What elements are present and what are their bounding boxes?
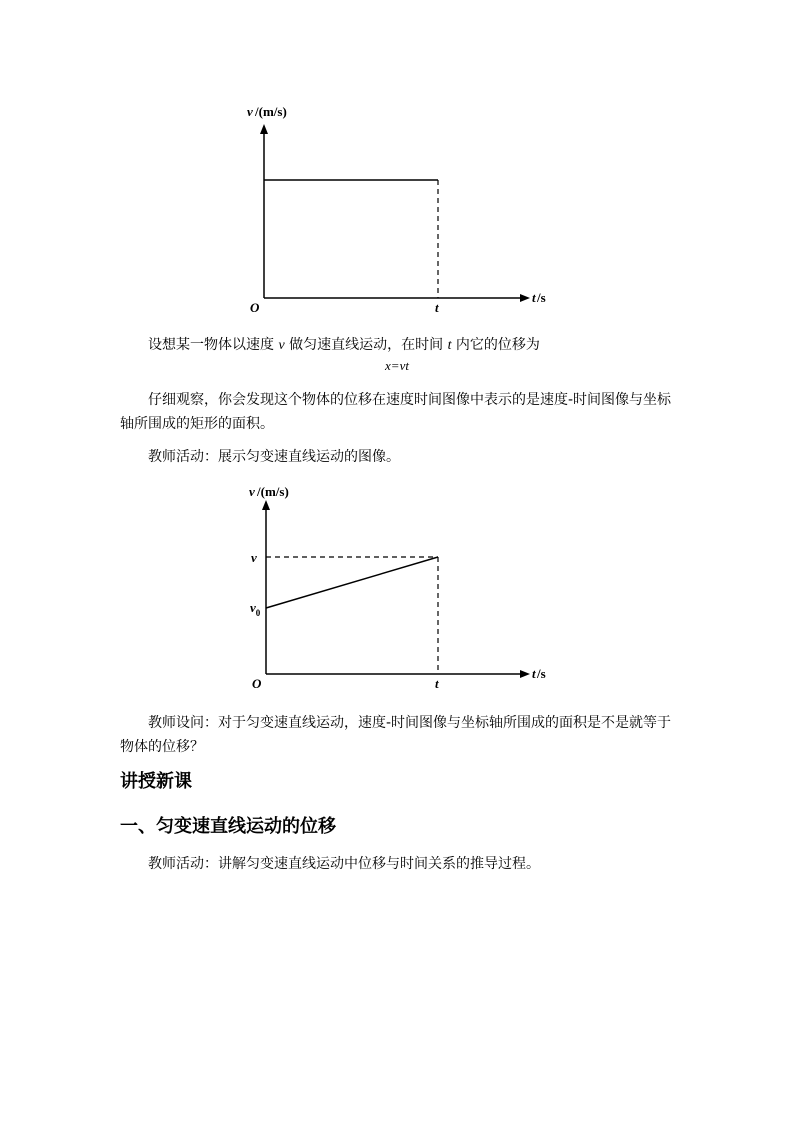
origin-label: O — [252, 676, 262, 691]
paragraph-observation: 仔细观察，你会发现这个物体的位移在速度时间图像中表示的是速度-时间图像与坐标轴所围成的矩形的面积。 — [120, 392, 672, 432]
uniform-velocity-graph — [230, 98, 560, 318]
x-axis-label-unit: /s — [537, 290, 546, 305]
x-axis-label-t: t — [532, 290, 536, 305]
heading-new-lesson: 讲授新课 — [120, 771, 192, 792]
displacement-formula: x=vt — [385, 358, 409, 373]
paragraph-teacher-question: 教师设问：对于匀变速直线运动，速度-时间图像与坐标轴所围成的面积是不是就等于物体的位移？ — [120, 715, 672, 755]
var-v: v — [278, 338, 285, 353]
var-t: t — [447, 338, 452, 353]
y-axis-label-v: v — [247, 104, 253, 119]
x-axis-arrow — [520, 294, 530, 302]
velocity-line — [266, 557, 438, 608]
y-axis-label-unit: /(m/s) — [257, 484, 289, 499]
uniform-acceleration-graph — [230, 478, 560, 698]
origin-label: O — [250, 300, 260, 315]
y-axis-arrow — [260, 124, 268, 134]
y-axis-label-v: v — [249, 484, 255, 499]
paragraph-uniform-motion — [120, 333, 680, 358]
x-axis-label-unit: /s — [537, 666, 546, 681]
paragraph-teacher-activity-2: 教师活动：讲解匀变速直线运动中位移与时间关系的推导过程。 — [148, 856, 540, 872]
x-axis-arrow — [520, 670, 530, 678]
para1-text-c: 内它的位移为 — [451, 337, 540, 353]
t-tick-label: t — [435, 676, 439, 691]
para1-text-a: 设想某一物体以速度 — [148, 337, 279, 353]
heading-section-one: 一、匀变速直线运动的位移 — [120, 816, 336, 837]
y-axis-arrow — [262, 500, 270, 510]
para1-text-b: 做匀速直线运动，在时间 — [284, 337, 448, 353]
y-axis-label-unit: /(m/s) — [255, 104, 287, 119]
v0-tick-label: $v_0$ — [250, 600, 261, 618]
paragraph-teacher-activity-1: 教师活动：展示匀变速直线运动的图像。 — [148, 449, 400, 465]
v-tick-label: v — [251, 550, 257, 565]
x-axis-label-t: t — [532, 666, 536, 681]
t-tick-label: t — [435, 300, 439, 315]
